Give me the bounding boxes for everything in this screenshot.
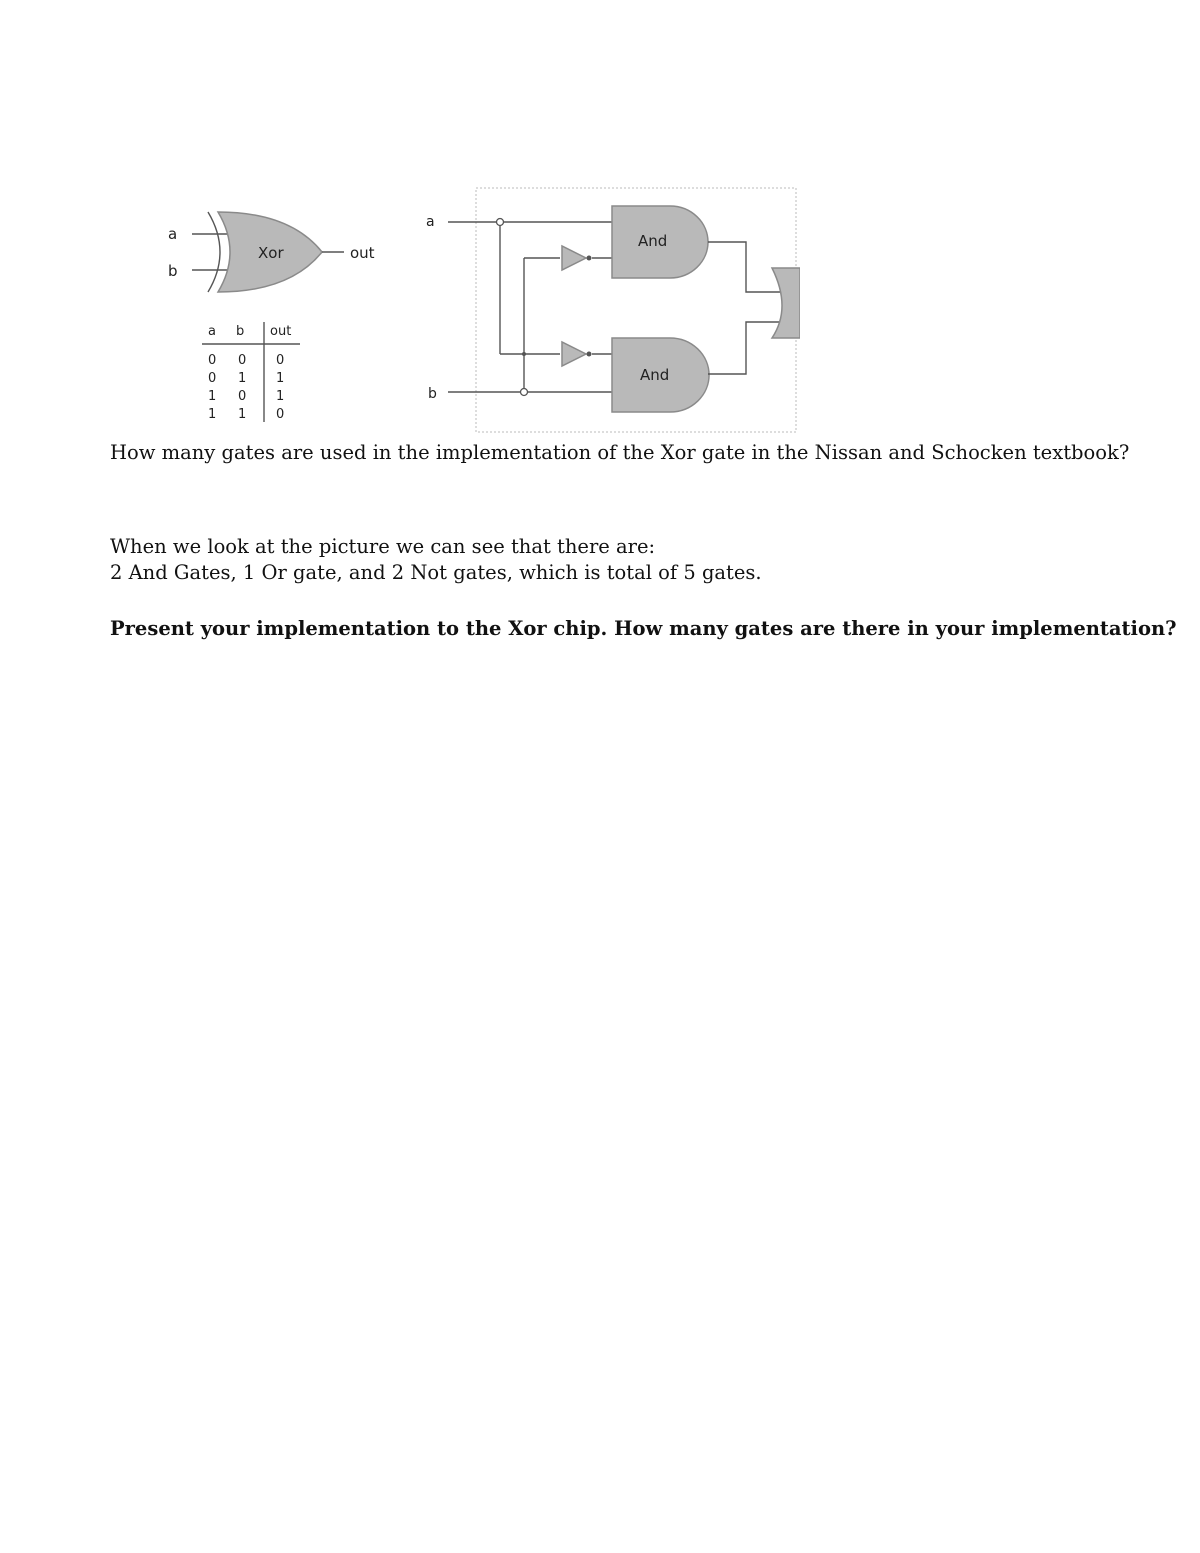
and-gate-top-label: And [638, 232, 668, 250]
truth-table-header-out: out [270, 324, 292, 339]
truth-table-header-b: b [236, 324, 245, 339]
junction-b [521, 389, 528, 396]
truth-table-cell: 0 [238, 353, 247, 368]
question-2: Present your implementation to the Xor chip. How many gates are there in your implementation? [110, 617, 1177, 640]
truth-table-cell: 0 [208, 371, 217, 386]
wire-and-bottom-to-or [708, 322, 780, 374]
truth-table-cell: 0 [208, 353, 217, 368]
not-gate-bottom-bubble [587, 352, 592, 357]
wire-crossing [522, 352, 526, 356]
xor-out-label: out [350, 244, 375, 262]
question-1: How many gates are used in the implementation of the Xor gate in the Nissan and Schocken textbook? [110, 441, 1130, 464]
answer-line-1: When we look at the picture we can see that there are: [110, 535, 656, 558]
truth-table-cell: 1 [208, 407, 217, 422]
xor-back-curve [208, 212, 220, 292]
circuit-input-a-label: a [426, 214, 435, 230]
not-gate-top [562, 246, 586, 270]
xor-input-a-label: a [168, 225, 178, 243]
truth-table [202, 322, 300, 422]
xor-gate-label: Xor [258, 244, 284, 262]
truth-table-cell: 1 [238, 371, 247, 386]
junction-a [497, 219, 504, 226]
truth-table-cell: 1 [276, 389, 285, 404]
and-gate-bottom-label: And [640, 366, 670, 384]
not-gate-bottom [562, 342, 586, 366]
truth-table-cell: 1 [208, 389, 217, 404]
wire-and-top-to-or [708, 242, 780, 292]
xor-symbol [168, 212, 375, 292]
answer-line-2: 2 And Gates, 1 Or gate, and 2 Not gates, which is total of 5 gates. [110, 561, 762, 584]
xor-implementation-circuit [426, 188, 800, 432]
truth-table-header-a: a [208, 324, 216, 339]
truth-table-cell: 0 [276, 353, 285, 368]
truth-table-cell: 1 [238, 407, 247, 422]
truth-table-cell: 1 [276, 371, 285, 386]
or-gate [772, 268, 800, 338]
circuit-input-b-label: b [428, 386, 437, 402]
xor-input-b-label: b [168, 262, 178, 280]
not-gate-top-bubble [587, 256, 592, 261]
truth-table-cell: 0 [276, 407, 285, 422]
truth-table-cell: 0 [238, 389, 247, 404]
xor-diagram-figure [140, 150, 800, 440]
